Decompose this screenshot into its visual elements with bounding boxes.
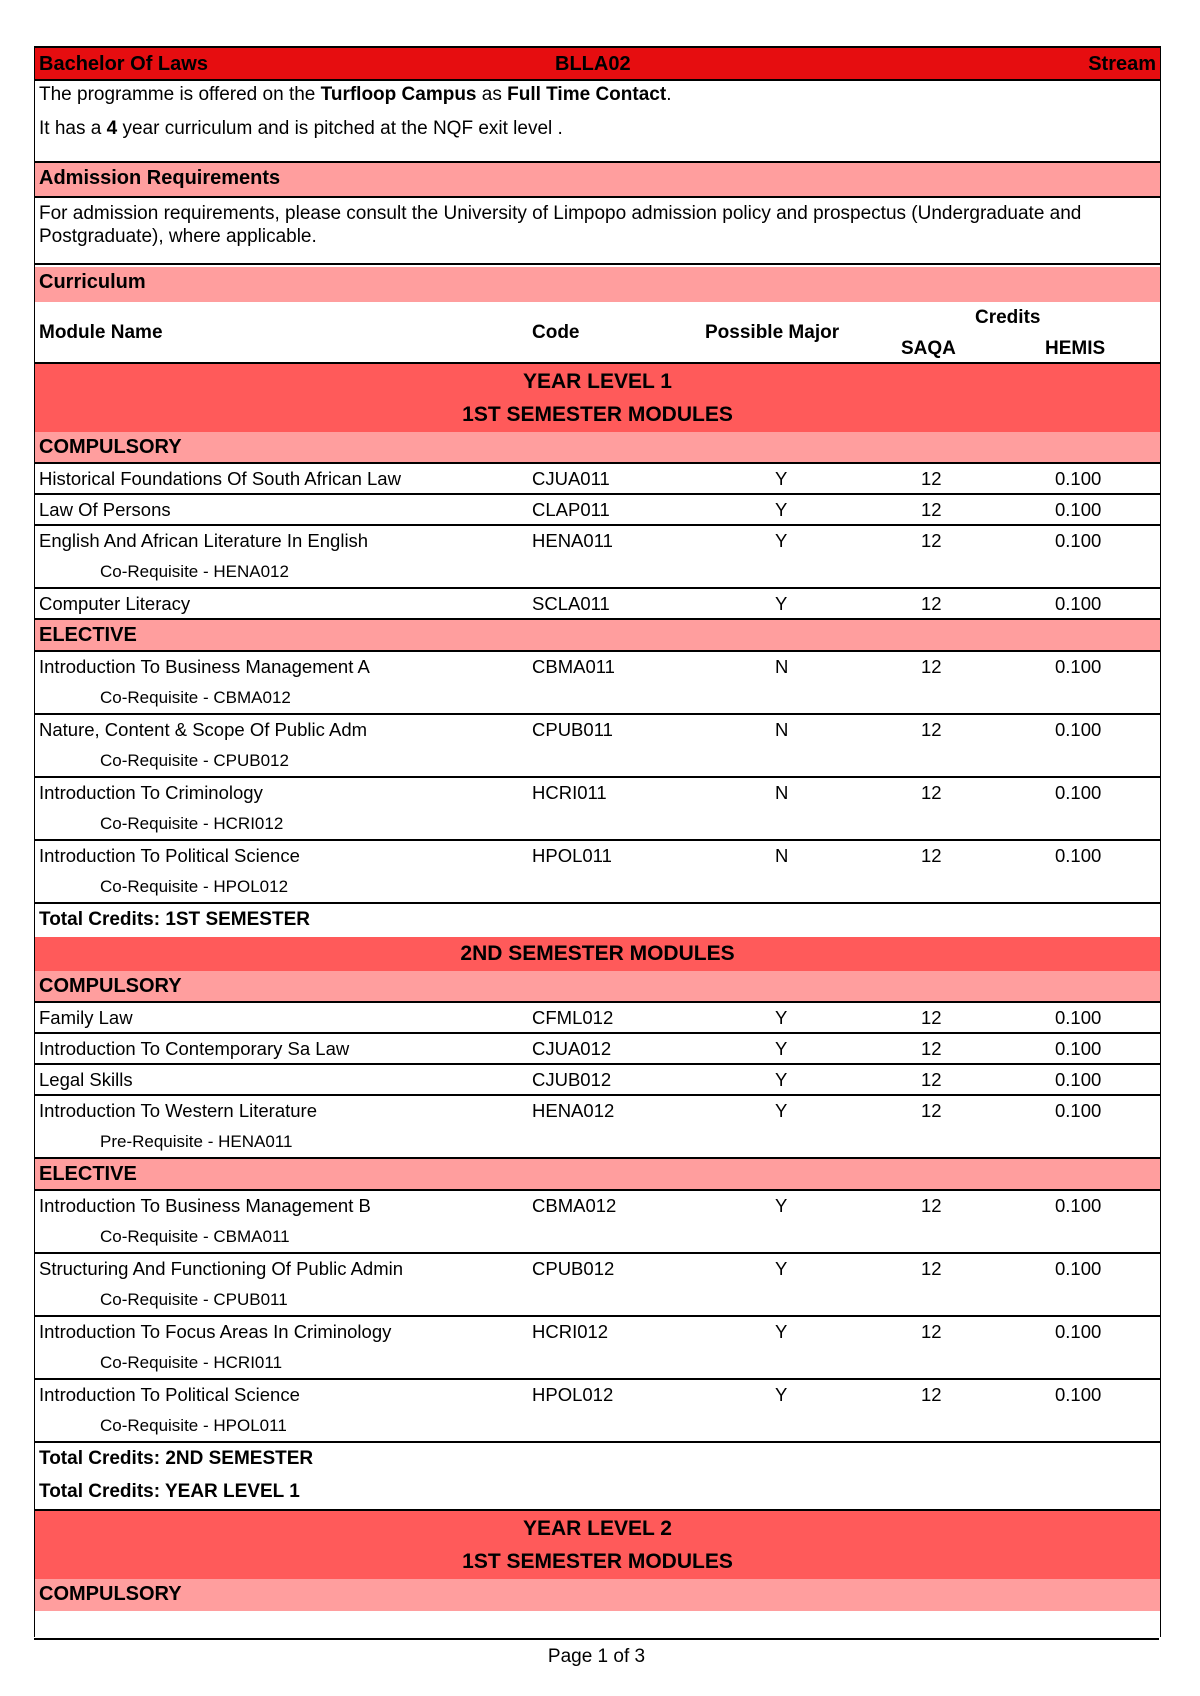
module-hemis-credits: 0.100 xyxy=(1055,593,1102,614)
module-saqa-credits: 12 xyxy=(921,1321,942,1342)
year-level-1-title: YEAR LEVEL 1 xyxy=(523,370,672,393)
module-name: Law Of Persons xyxy=(39,499,171,520)
module-major: Y xyxy=(775,499,788,520)
module-row xyxy=(35,1317,1160,1380)
y2-s1-compulsory-heading: COMPULSORY xyxy=(35,1579,1160,1611)
module-row xyxy=(35,1034,1160,1065)
y1-sem2-title: 2ND SEMESTER MODULES xyxy=(35,937,1160,971)
module-hemis-credits: 0.100 xyxy=(1055,845,1102,866)
module-requisite: Co-Requisite - HENA012 xyxy=(100,562,289,581)
y1-s2-compulsory-heading: COMPULSORY xyxy=(35,971,1160,1003)
module-hemis-credits: 0.100 xyxy=(1055,1258,1102,1279)
module-major: N xyxy=(775,656,789,677)
module-requisite: Co-Requisite - HCRI011 xyxy=(100,1353,283,1372)
module-hemis-credits: 0.100 xyxy=(1055,499,1102,520)
total-credits-sem2: Total Credits: 2ND SEMESTER xyxy=(39,1448,314,1469)
module-code: HPOL011 xyxy=(532,845,612,866)
module-hemis-credits: 0.100 xyxy=(1055,530,1102,551)
module-code: HCRI012 xyxy=(532,1321,609,1342)
module-name: Introduction To Political Science xyxy=(39,1384,300,1405)
intro-text: The programme is offered on the xyxy=(39,84,321,105)
module-row xyxy=(35,1254,1160,1317)
module-saqa-credits: 12 xyxy=(921,499,942,520)
module-requisite: Co-Requisite - HCRI012 xyxy=(100,814,284,833)
module-saqa-credits: 12 xyxy=(921,656,942,677)
module-row xyxy=(35,841,1160,904)
module-major: Y xyxy=(775,1384,788,1405)
module-name: Nature, Content & Scope Of Public Adm xyxy=(39,719,368,740)
module-row xyxy=(35,589,1160,620)
module-code: CPUB011 xyxy=(532,719,613,740)
intro-text: . xyxy=(666,84,672,105)
y1-s1-compulsory-heading: COMPULSORY xyxy=(35,432,1160,464)
y1-sem1-title: 1ST SEMESTER MODULES xyxy=(462,403,733,426)
programme-title: Bachelor Of Laws xyxy=(39,53,208,75)
module-hemis-credits: 0.100 xyxy=(1055,1384,1102,1405)
y1-s2-compulsory-list xyxy=(35,1003,1160,1159)
module-major: N xyxy=(775,782,789,803)
module-hemis-credits: 0.100 xyxy=(1055,468,1102,489)
module-major: Y xyxy=(775,530,788,551)
module-hemis-credits: 0.100 xyxy=(1055,1321,1102,1342)
programme-header xyxy=(35,46,1160,81)
col-credits: Credits xyxy=(975,307,1041,328)
module-row xyxy=(35,715,1160,778)
module-name: Legal Skills xyxy=(39,1069,133,1090)
y2-sem1-title: 1ST SEMESTER MODULES xyxy=(462,1550,733,1573)
module-row xyxy=(35,1065,1160,1096)
page-footer: Page 1 of 3 xyxy=(34,1638,1159,1668)
module-major: Y xyxy=(775,1195,788,1216)
module-name: Introduction To Focus Areas In Criminology xyxy=(39,1321,392,1342)
module-requisite: Pre-Requisite - HENA011 xyxy=(100,1132,293,1151)
y1-s2-elective-list xyxy=(35,1191,1160,1443)
col-hemis: HEMIS xyxy=(1045,338,1106,359)
module-saqa-credits: 12 xyxy=(921,530,942,551)
programme-stream: Stream xyxy=(1088,53,1156,75)
curriculum-years: 4 xyxy=(106,118,118,139)
module-major: Y xyxy=(775,468,788,489)
module-saqa-credits: 12 xyxy=(921,593,942,614)
module-code: CBMA011 xyxy=(532,656,615,677)
intro-text: year curriculum and is pitched at the NQF exit level . xyxy=(117,118,563,139)
module-code: HCRI011 xyxy=(532,782,607,803)
module-saqa-credits: 12 xyxy=(921,1195,942,1216)
table-continuation xyxy=(35,1611,1160,1637)
module-name: Introduction To Business Management B xyxy=(39,1195,371,1216)
module-row xyxy=(35,1191,1160,1254)
module-name: Introduction To Business Management A xyxy=(39,656,370,677)
total-credits-year1: Total Credits: YEAR LEVEL 1 xyxy=(39,1481,300,1502)
module-name: Introduction To Contemporary Sa Law xyxy=(39,1038,350,1059)
module-major: Y xyxy=(775,1038,788,1059)
year-level-2-title: YEAR LEVEL 2 xyxy=(523,1517,672,1540)
module-saqa-credits: 12 xyxy=(921,1069,942,1090)
module-row xyxy=(35,1003,1160,1034)
module-requisite: Co-Requisite - CBMA012 xyxy=(100,688,291,707)
module-hemis-credits: 0.100 xyxy=(1055,1038,1102,1059)
module-hemis-credits: 0.100 xyxy=(1055,1069,1102,1090)
module-row xyxy=(35,652,1160,715)
module-requisite: Co-Requisite - HPOL011 xyxy=(100,1416,287,1435)
module-saqa-credits: 12 xyxy=(921,1100,942,1121)
module-name: English And African Literature In English xyxy=(39,530,369,551)
module-major: N xyxy=(775,845,789,866)
module-name: Introduction To Political Science xyxy=(39,845,300,866)
module-major: Y xyxy=(775,1258,788,1279)
module-major: N xyxy=(775,719,789,740)
module-major: Y xyxy=(775,1007,788,1028)
module-saqa-credits: 12 xyxy=(921,1007,942,1028)
module-name: Introduction To Western Literature xyxy=(39,1100,317,1121)
total-credits-sem1: Total Credits: 1ST SEMESTER xyxy=(39,909,310,930)
module-name: Computer Literacy xyxy=(39,593,191,614)
module-row xyxy=(35,464,1160,495)
intro-text: as xyxy=(476,84,508,105)
module-saqa-credits: 12 xyxy=(921,1258,942,1279)
module-code: CPUB012 xyxy=(532,1258,615,1279)
y1-s1-elective-list xyxy=(35,652,1160,904)
intro-line-campus xyxy=(35,81,1160,115)
module-name: Historical Foundations Of South African Law xyxy=(39,468,401,489)
module-row xyxy=(35,495,1160,526)
year-level-2-band xyxy=(35,1509,1160,1579)
module-major: Y xyxy=(775,1069,788,1090)
intro-line-years xyxy=(35,115,1160,163)
col-module-name: Module Name xyxy=(39,322,163,343)
module-row xyxy=(35,526,1160,589)
module-hemis-credits: 0.100 xyxy=(1055,1007,1102,1028)
year-level-1-band xyxy=(35,364,1160,432)
column-headers xyxy=(35,302,1160,364)
module-code: CJUB012 xyxy=(532,1069,612,1090)
module-code: CJUA011 xyxy=(532,468,610,489)
module-hemis-credits: 0.100 xyxy=(1055,1195,1102,1216)
module-row xyxy=(35,1380,1160,1443)
campus-name: Turfloop Campus xyxy=(320,84,477,105)
module-code: HENA011 xyxy=(532,530,613,551)
module-hemis-credits: 0.100 xyxy=(1055,719,1102,740)
module-code: SCLA011 xyxy=(532,593,610,614)
module-saqa-credits: 12 xyxy=(921,1384,942,1405)
module-name: Structuring And Functioning Of Public Admin xyxy=(39,1258,404,1279)
curriculum-heading: Curriculum xyxy=(35,267,1160,302)
col-saqa: SAQA xyxy=(901,338,956,359)
module-row xyxy=(35,1096,1160,1159)
y1-s2-elective-heading: ELECTIVE xyxy=(35,1159,1160,1191)
module-major: Y xyxy=(775,1321,788,1342)
admission-text: For admission requirements, please consult the University of Limpopo admission policy and prospectus (Undergraduate and Postgraduate), where applicable. xyxy=(35,198,1160,265)
module-requisite: Co-Requisite - CPUB011 xyxy=(100,1290,288,1309)
module-hemis-credits: 0.100 xyxy=(1055,1100,1102,1121)
module-saqa-credits: 12 xyxy=(921,1038,942,1059)
admission-heading: Admission Requirements xyxy=(35,163,1160,198)
module-saqa-credits: 12 xyxy=(921,782,942,803)
col-code: Code xyxy=(532,322,580,343)
intro-text: It has a xyxy=(39,118,107,139)
y1-s1-elective-heading: ELECTIVE xyxy=(35,620,1160,652)
module-requisite: Co-Requisite - CBMA011 xyxy=(100,1227,290,1246)
module-requisite: Co-Requisite - HPOL012 xyxy=(100,877,289,896)
module-code: HENA012 xyxy=(532,1100,615,1121)
module-code: CJUA012 xyxy=(532,1038,612,1059)
study-mode: Full Time Contact xyxy=(507,84,667,105)
module-hemis-credits: 0.100 xyxy=(1055,782,1102,803)
module-row xyxy=(35,778,1160,841)
module-requisite: Co-Requisite - CPUB012 xyxy=(100,751,289,770)
programme-code: BLLA02 xyxy=(555,53,631,75)
curriculum-document xyxy=(34,46,1161,1637)
module-code: CFML012 xyxy=(532,1007,614,1028)
module-name: Family Law xyxy=(39,1007,133,1028)
module-code: HPOL012 xyxy=(532,1384,614,1405)
module-major: Y xyxy=(775,1100,788,1121)
module-code: CLAP011 xyxy=(532,499,610,520)
module-code: CBMA012 xyxy=(532,1195,617,1216)
col-possible-major: Possible Major xyxy=(705,322,840,343)
module-name: Introduction To Criminology xyxy=(39,782,263,803)
module-major: Y xyxy=(775,593,788,614)
module-saqa-credits: 12 xyxy=(921,719,942,740)
y1-s1-compulsory-list xyxy=(35,464,1160,620)
module-saqa-credits: 12 xyxy=(921,845,942,866)
module-saqa-credits: 12 xyxy=(921,468,942,489)
module-hemis-credits: 0.100 xyxy=(1055,656,1102,677)
